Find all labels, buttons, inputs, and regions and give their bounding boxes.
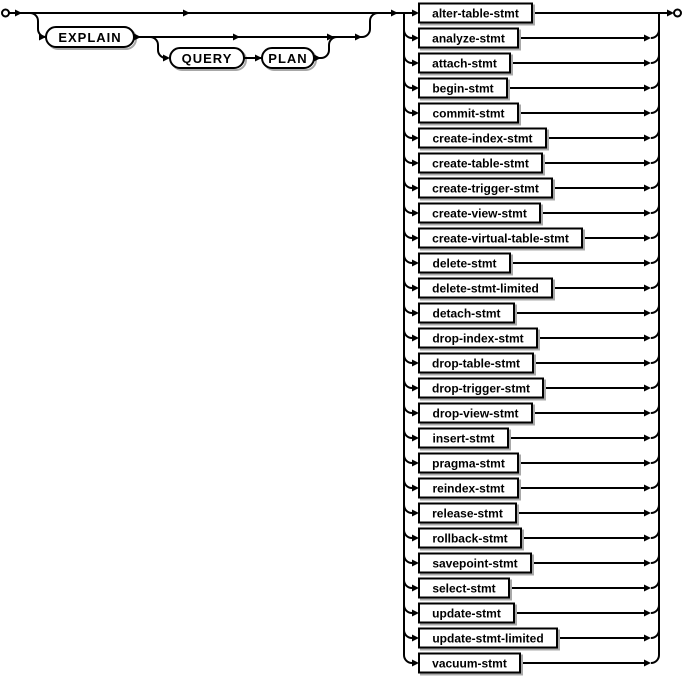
node-label[interactable]: rollback-stmt — [432, 531, 508, 546]
node-alter-table-stmt[interactable] — [419, 4, 534, 25]
node-label[interactable]: pragma-stmt — [432, 456, 505, 471]
right-hook — [651, 30, 659, 38]
node-drop-trigger-stmt[interactable] — [419, 379, 545, 400]
left-hook — [404, 80, 412, 88]
left-hook — [404, 230, 412, 238]
arrowhead-icon — [412, 660, 419, 667]
arrowhead-icon — [412, 260, 419, 267]
node-label[interactable]: commit-stmt — [432, 106, 505, 121]
arrowhead-icon — [644, 310, 651, 317]
arrowhead-icon — [667, 10, 674, 17]
arrowhead-icon — [644, 360, 651, 367]
left-hook — [404, 405, 412, 413]
left-hook — [404, 555, 412, 563]
node-label[interactable]: create-table-stmt — [432, 156, 529, 171]
arrowhead-icon — [644, 535, 651, 542]
right-hook — [651, 605, 659, 613]
node-vacuum-stmt[interactable] — [419, 654, 522, 675]
explain-return-up — [362, 13, 378, 37]
arrowhead-icon — [644, 85, 651, 92]
left-hook — [404, 330, 412, 338]
arrowhead-icon — [412, 410, 419, 417]
right-hook — [651, 305, 659, 313]
start-terminal-icon — [2, 10, 9, 17]
arrowhead-icon — [412, 10, 419, 17]
right-hook — [651, 580, 659, 588]
arrowhead-icon — [644, 385, 651, 392]
node-label[interactable]: delete-stmt — [432, 256, 497, 271]
arrowhead-icon — [412, 110, 419, 117]
node-update-stmt[interactable] — [419, 604, 516, 625]
arrowhead-icon — [163, 55, 170, 62]
arrowhead-icon — [644, 260, 651, 267]
node-create-trigger-stmt[interactable] — [419, 179, 554, 200]
node-delete-stmt-limited[interactable] — [419, 279, 554, 300]
right-hook — [651, 430, 659, 438]
node-create-index-stmt[interactable] — [419, 129, 548, 150]
arrowhead-icon — [644, 510, 651, 517]
arrowhead-icon — [412, 385, 419, 392]
left-hook — [404, 480, 412, 488]
node-label[interactable]: drop-index-stmt — [432, 331, 524, 346]
right-hook — [651, 205, 659, 213]
arrowhead-icon — [183, 10, 190, 17]
arrowhead-icon — [412, 535, 419, 542]
arrowhead-icon — [644, 635, 651, 642]
node-delete-stmt[interactable] — [419, 254, 512, 275]
left-hook — [404, 105, 412, 113]
left-hook — [404, 655, 412, 663]
node-create-virtual-table-stmt[interactable] — [419, 229, 584, 250]
right-hook — [651, 330, 659, 338]
right-hook — [651, 655, 659, 663]
node-analyze-stmt[interactable] — [419, 29, 520, 50]
arrowhead-icon — [412, 160, 419, 167]
node-drop-table-stmt[interactable] — [419, 354, 535, 375]
left-hook — [404, 355, 412, 363]
arrowhead-icon — [644, 410, 651, 417]
node-label[interactable]: select-stmt — [432, 581, 496, 596]
node-label[interactable]: drop-table-stmt — [432, 356, 520, 371]
arrowhead-icon — [39, 34, 46, 41]
node-commit-stmt[interactable] — [419, 104, 520, 125]
right-hook — [651, 255, 659, 263]
right-hook — [651, 530, 659, 538]
arrowhead-icon — [644, 185, 651, 192]
arrowhead-icon — [412, 585, 419, 592]
arrowhead-icon — [644, 35, 651, 42]
arrowhead-icon — [355, 34, 362, 41]
arrowhead-icon — [644, 660, 651, 667]
arrowhead-icon — [644, 110, 651, 117]
left-hook — [404, 155, 412, 163]
arrowhead-icon — [412, 460, 419, 467]
right-hook — [651, 630, 659, 638]
keyword-query — [170, 48, 246, 70]
right-hook — [651, 105, 659, 113]
keyword-label: EXPLAIN — [58, 30, 122, 45]
node-create-view-stmt[interactable] — [419, 204, 542, 225]
left-hook — [404, 55, 412, 63]
node-drop-index-stmt[interactable] — [419, 329, 539, 350]
arrowhead-icon — [412, 435, 419, 442]
left-hook — [404, 430, 412, 438]
node-begin-stmt[interactable] — [419, 79, 509, 100]
node-savepoint-stmt[interactable] — [419, 554, 533, 575]
node-drop-view-stmt[interactable] — [419, 404, 534, 425]
arrowhead-icon — [412, 85, 419, 92]
right-hook — [651, 480, 659, 488]
arrowhead-icon — [412, 335, 419, 342]
explain-branch-down — [30, 13, 46, 37]
left-hook — [404, 205, 412, 213]
arrowhead-icon — [412, 510, 419, 517]
arrowhead-icon — [644, 135, 651, 142]
node-insert-stmt[interactable] — [419, 429, 510, 450]
node-label[interactable]: insert-stmt — [432, 431, 495, 446]
node-label[interactable]: savepoint-stmt — [432, 556, 518, 571]
arrowhead-icon — [412, 235, 419, 242]
right-hook — [651, 155, 659, 163]
left-hook — [404, 130, 412, 138]
node-label[interactable]: update-stmt-limited — [432, 631, 544, 646]
right-hook — [651, 555, 659, 563]
right-hook — [651, 230, 659, 238]
right-hook — [651, 55, 659, 63]
left-hook — [404, 305, 412, 313]
arrowhead-icon — [644, 285, 651, 292]
arrowhead-icon — [134, 34, 141, 41]
left-hook — [404, 630, 412, 638]
left-hook — [404, 455, 412, 463]
right-hook — [651, 355, 659, 363]
arrowhead-icon — [412, 310, 419, 317]
node-label[interactable]: begin-stmt — [432, 81, 494, 96]
arrowhead-icon — [412, 360, 419, 367]
right-hook — [651, 380, 659, 388]
arrowhead-icon — [412, 135, 419, 142]
right-hook — [651, 455, 659, 463]
left-hook — [404, 530, 412, 538]
node-label[interactable]: create-index-stmt — [432, 131, 533, 146]
node-label[interactable]: drop-trigger-stmt — [432, 381, 530, 396]
node-detach-stmt[interactable] — [419, 304, 516, 325]
arrowhead-icon — [412, 485, 419, 492]
arrowhead-icon — [644, 585, 651, 592]
arrowhead-icon — [15, 10, 22, 17]
right-hook — [651, 280, 659, 288]
node-update-stmt-limited[interactable] — [419, 629, 559, 650]
arrowhead-icon — [644, 610, 651, 617]
left-hook — [404, 605, 412, 613]
keyword-label: PLAN — [268, 51, 308, 66]
right-hook — [651, 505, 659, 513]
node-label[interactable]: analyze-stmt — [432, 31, 505, 46]
node-label[interactable]: create-virtual-table-stmt — [432, 231, 569, 246]
node-label[interactable]: drop-view-stmt — [432, 406, 519, 421]
query-plan-return-up — [321, 37, 337, 58]
right-hook — [651, 80, 659, 88]
keyword-plan — [262, 48, 316, 70]
node-label[interactable]: create-view-stmt — [432, 206, 527, 221]
left-hook — [404, 580, 412, 588]
arrowhead-icon — [412, 560, 419, 567]
arrowhead-icon — [233, 34, 240, 41]
node-label[interactable]: attach-stmt — [432, 56, 497, 71]
arrowhead-icon — [644, 335, 651, 342]
arrowhead-icon — [644, 160, 651, 167]
node-label[interactable]: detach-stmt — [432, 306, 501, 321]
arrowhead-icon — [412, 635, 419, 642]
node-label[interactable]: update-stmt — [432, 606, 501, 621]
node-label[interactable]: vacuum-stmt — [432, 656, 507, 671]
end-terminal-icon — [674, 10, 681, 17]
arrowhead-icon — [644, 210, 651, 217]
node-label[interactable]: reindex-stmt — [432, 481, 505, 496]
arrowhead-icon — [644, 485, 651, 492]
node-label[interactable]: create-trigger-stmt — [432, 181, 539, 196]
left-hook — [404, 505, 412, 513]
arrowhead-icon — [412, 185, 419, 192]
arrowhead-icon — [314, 55, 321, 62]
left-hook — [404, 380, 412, 388]
arrowhead-icon — [412, 210, 419, 217]
node-release-stmt[interactable] — [419, 504, 518, 525]
node-select-stmt[interactable] — [419, 579, 511, 600]
left-hook — [404, 280, 412, 288]
arrowhead-icon — [412, 35, 419, 42]
node-label[interactable]: release-stmt — [432, 506, 503, 521]
arrowhead-icon — [644, 235, 651, 242]
left-hook — [404, 180, 412, 188]
node-rollback-stmt[interactable] — [419, 529, 523, 550]
arrowhead-icon — [255, 55, 262, 62]
arrowhead-icon — [412, 60, 419, 67]
arrowhead-icon — [644, 60, 651, 67]
right-hook — [651, 130, 659, 138]
node-reindex-stmt[interactable] — [419, 479, 520, 500]
node-create-table-stmt[interactable] — [419, 154, 544, 175]
node-label[interactable]: delete-stmt-limited — [432, 281, 539, 296]
node-pragma-stmt[interactable] — [419, 454, 520, 475]
arrowhead-icon — [391, 10, 398, 17]
node-label[interactable]: alter-table-stmt — [432, 6, 519, 21]
right-hook — [651, 405, 659, 413]
arrowhead-icon — [644, 435, 651, 442]
node-attach-stmt[interactable] — [419, 54, 512, 75]
keyword-explain — [46, 27, 136, 49]
left-hook — [404, 30, 412, 38]
left-hook — [404, 255, 412, 263]
arrowhead-icon — [412, 610, 419, 617]
arrowhead-icon — [412, 285, 419, 292]
arrowhead-icon — [644, 560, 651, 567]
right-hook — [651, 180, 659, 188]
arrowhead-icon — [644, 460, 651, 467]
keyword-label: QUERY — [181, 51, 233, 66]
